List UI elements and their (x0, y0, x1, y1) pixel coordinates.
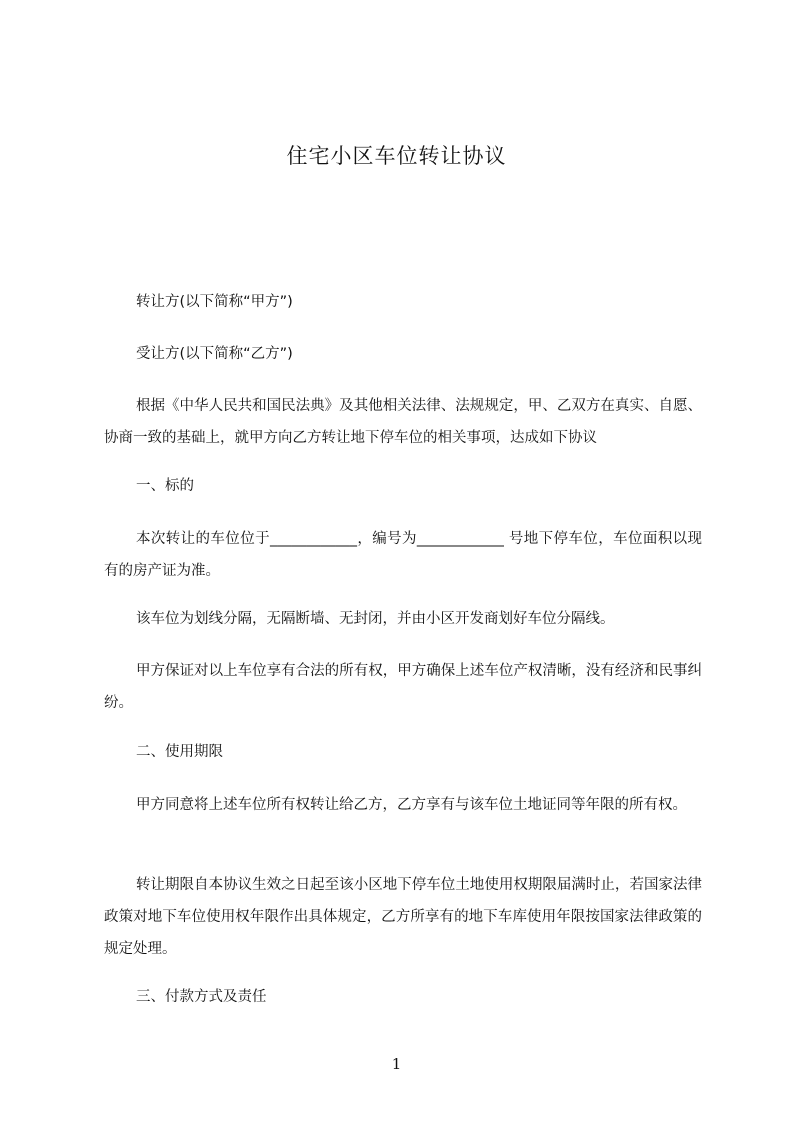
paragraph-location: 本次转让的车位位于____________，编号为____________ 号地下停车位，车位面积以现有的房产证为准。 (104, 531, 702, 579)
paragraph-transfer-term: 转让期限自本协议生效之日起至该小区地下停车位土地使用权期限届满时止，若国家法律政策对地下车位使用权年限作出具体规定，乙方所享有的地下车库使用年限按国家法律政策的规定处理。 (104, 877, 702, 957)
paragraph-transferee: 受让方(以下简称“乙方”) (136, 346, 293, 362)
document-title: 住宅小区车位转让协议 (286, 144, 507, 168)
paragraph-ownership: 甲方保证对以上车位享有合法的所有权，甲方确保上述车位产权清晰，没有经济和民事纠纷。 (104, 663, 702, 711)
paragraph-transfer-consent: 甲方同意将上述车位所有权转让给乙方，乙方享有与该车位土地证同等年限的所有权。 (136, 797, 687, 813)
page-number: 1 (391, 1055, 402, 1073)
section-heading-subject: 一、标的 (136, 478, 194, 494)
paragraph-transferor: 转让方(以下简称“甲方”) (136, 294, 293, 310)
section-heading-term: 二、使用期限 (136, 744, 223, 760)
section-heading-payment: 三、付款方式及责任 (136, 989, 267, 1005)
paragraph-preamble: 根据《中华人民共和国民法典》及其他相关法律、法规规定，甲、乙双方在真实、自愿、协商一致的基础上，就甲方向乙方转让地下停车位的相关事项，达成如下协议 (104, 398, 702, 446)
paragraph-division: 该车位为划线分隔，无隔断墙、无封闭，并由小区开发商划好车位分隔线。 (136, 611, 615, 627)
